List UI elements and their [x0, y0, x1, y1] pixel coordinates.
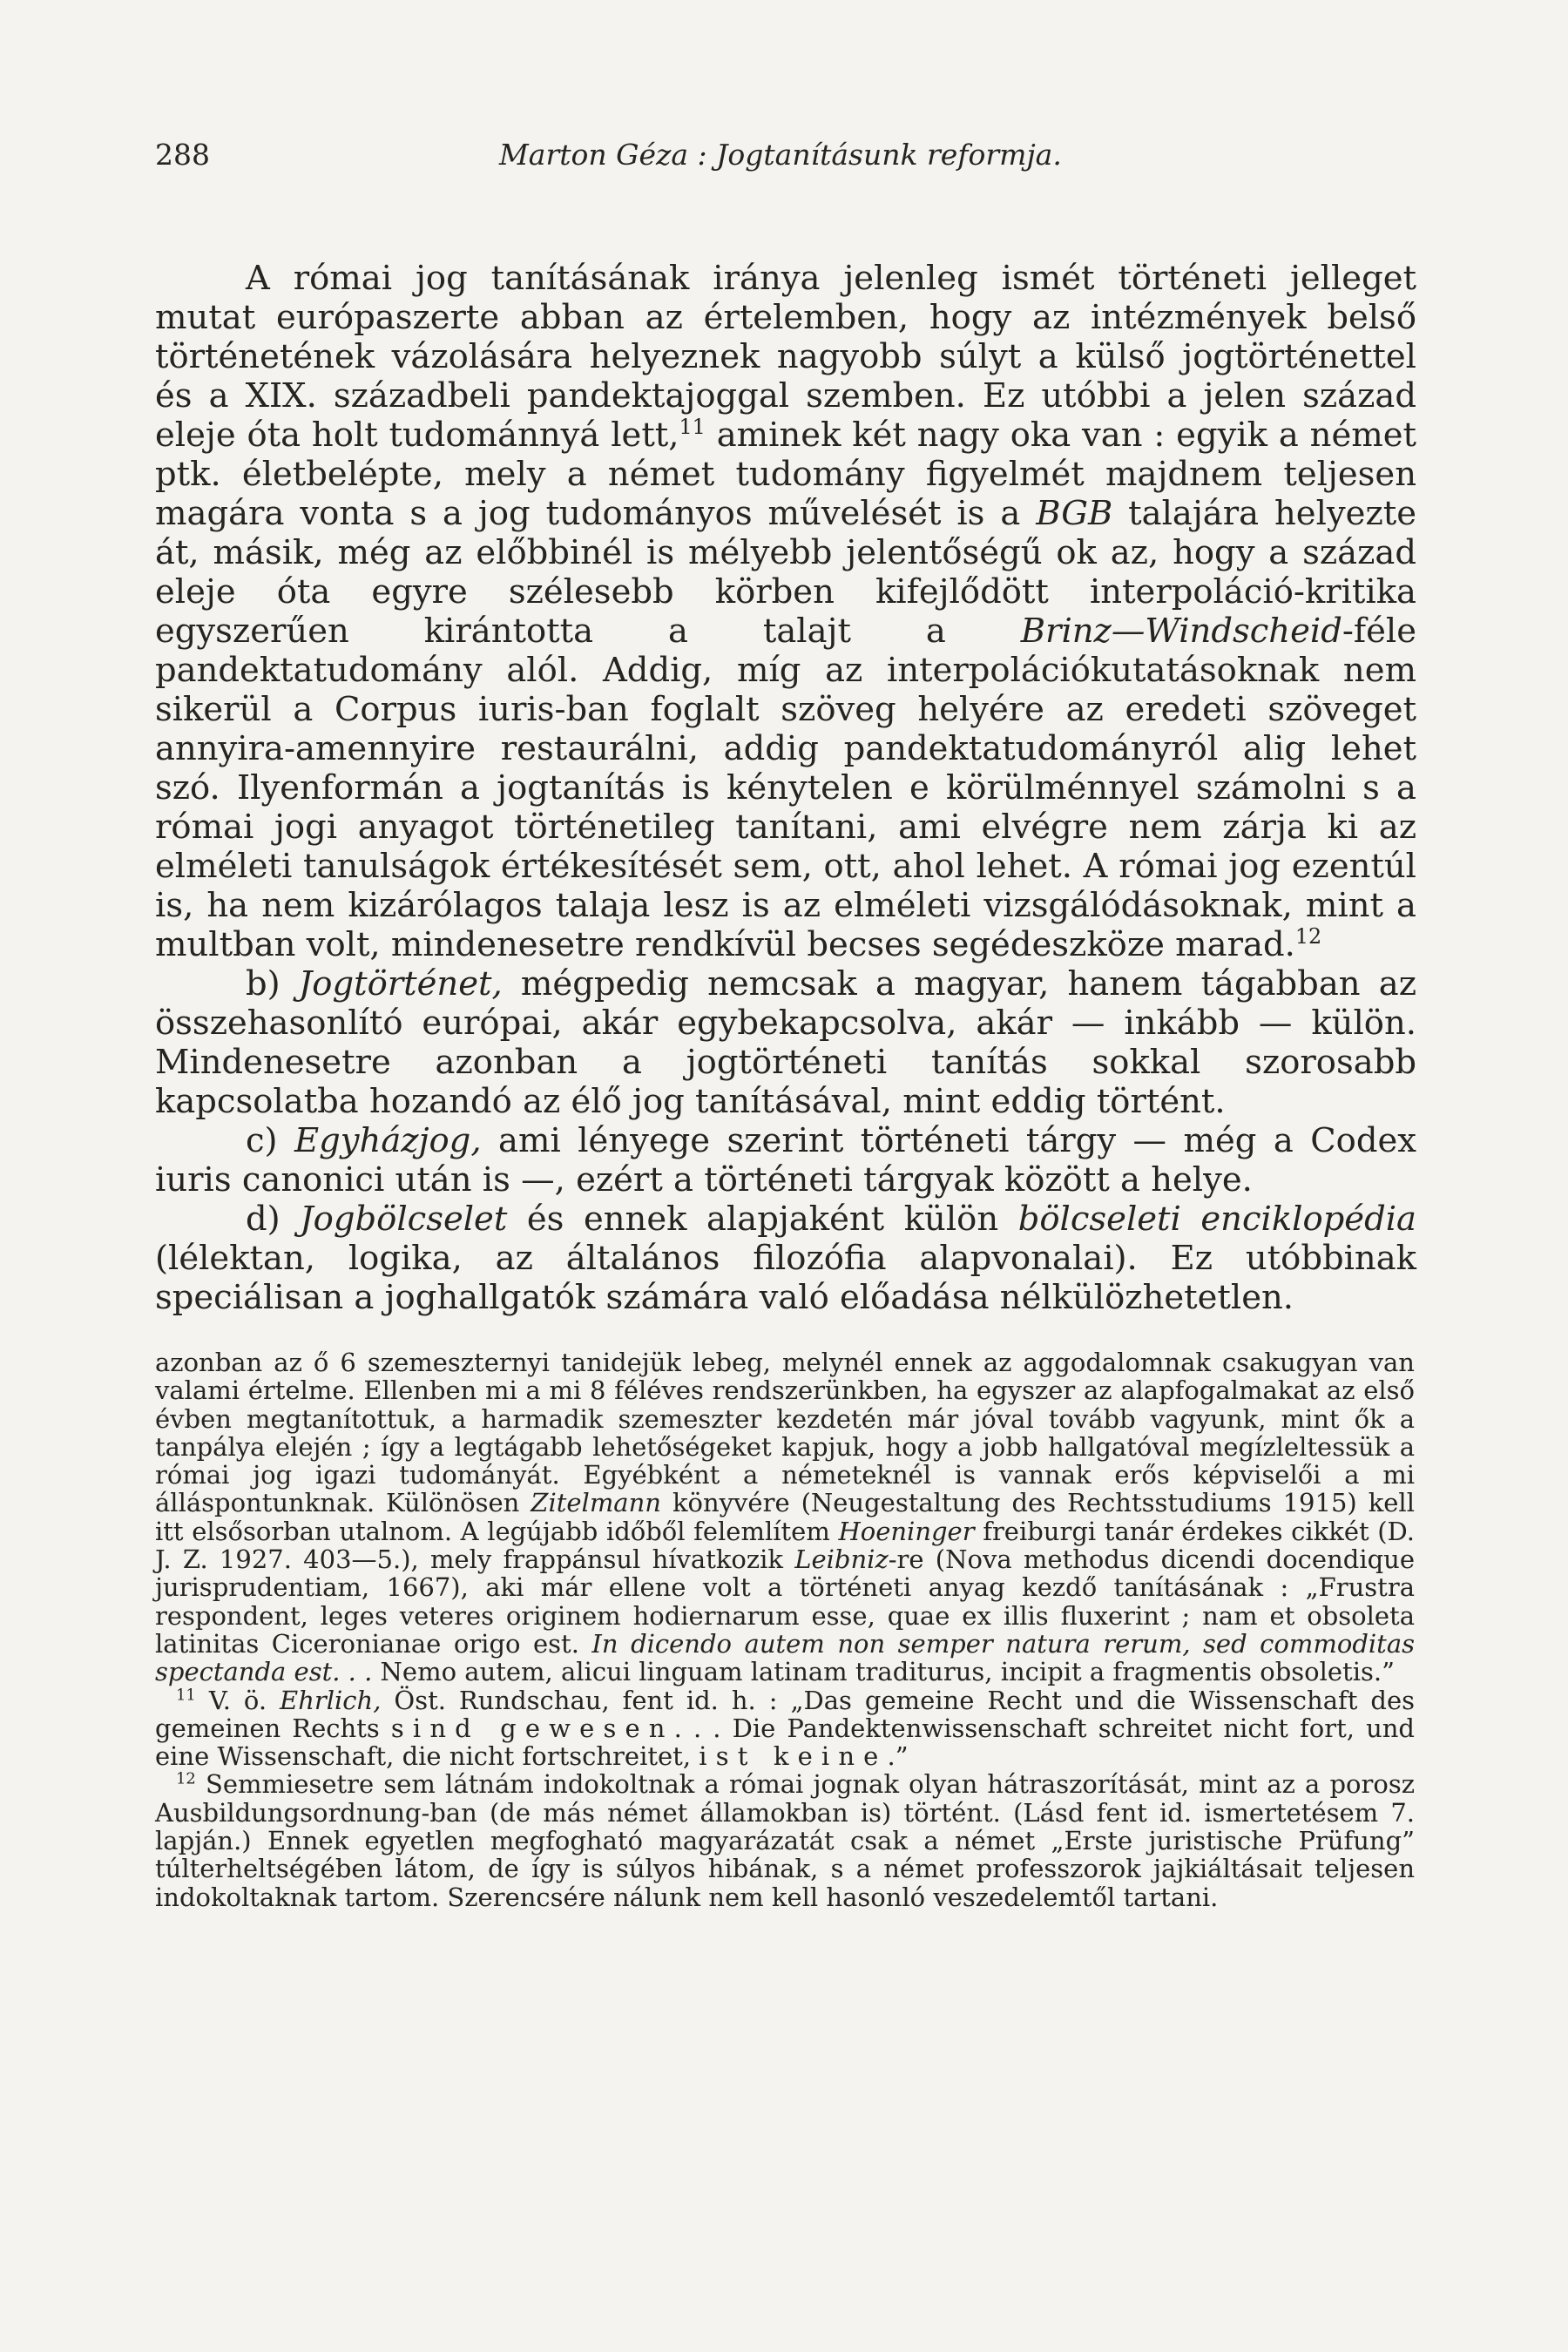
paragraph-canon-law: c) Egyházjog, ami lényege szerint történeti tárgy — még a Codex iuris canonici után is —, ezért a történeti tárgyak között a helye.: [155, 1121, 1417, 1200]
footnote-12: $^{12}$ Semmiesetre sem látnám indokoltnak a római jognak olyan hátraszorítását, mint az a porosz Ausbildungsordnung-ban (de más német államokban is) történt. (Lásd fent id. ismertetésem 7. lapján.) Ennek egyetlen megfogható magyarázatát csak a német „Erste juristische Prüfung” túlterheltségében látom, de így is súlyos hibának, s a német professzorok jajkiáltásait teljesen indokoltaknak tartom. Szerencsére nálunk nem kell hasonló veszedelemtől tartani.: [155, 1769, 1415, 1912]
footnote-ref-12: 12: [1294, 924, 1322, 950]
footnote-11: $^{11}$ V. ö. Ehrlich, Öst. Rundschau, fent id. h. : „Das gemeine Recht und die Wissenschaft des gemeinen Rechts sind gewesen. . . Die Pandektenwissenschaft schreitet nicht fort, und eine Wissenschaft, die nicht fortschreitet, ist keine.”: [155, 1685, 1415, 1772]
footnotes: [155, 1348, 1415, 1911]
paragraph-roman-law: A római jog tanításának iránya jelenleg ismét történeti jelleget mutat európaszerte abban az értelemben, hogy az intézmények belső történetének vázolására helyeznek nagyobb súlyt a külső jogtörténettel és a XIX. századbeli pandektajoggal szemben. Ez utóbbi a jelen század eleje óta holt tudománnyá lett,$^{11}$ aminek két nagy oka van : egyik a német ptk. életbelépte, mely a német tudomány figyelmét majdnem teljesen magára vonta s a jog tudományos művelését is a BGB talajára helyezte át, másik, még az előbbinél is mélyebb jelentőségű ok az, hogy a század eleje óta egyre szélesebb körben kifejlődött interpoláció-kritika egyszerűen kirántotta a talajt a Brinz—Windscheid-féle pandektatudomány alól. Addig, míg az interpolációkutatásoknak nem sikerül a Corpus iuris-ban foglalt szöveg helyére az eredeti szöveget annyira-amennyire restaurálni, addig pandektatudományról alig lehet szó. Ilyenformán a jogtanítás is kénytelen e körülménnyel számolni s a római jogi anyagot történetileg tanítani, ami elvégre nem zárja ki az elméleti tanulságok értékesítését sem, ott, ahol lehet. A római jog ezentúl is, ha nem kizárólagos talaja lesz is az elméleti vizsgálódásoknak, mint a multban volt, mindenesetre rendkívül becses segédeszköze marad.$^{12}$: [155, 259, 1416, 964]
main-text: [155, 259, 1416, 1317]
page-number: 288: [155, 138, 210, 172]
paragraph-legal-history: b) Jogtörténet, mégpedig nemcsak a magyar, hanem tágabban az összehasonlító európai, akár egybekapcsolva, akár — inkább — külön. Mindenesetre azonban a jogtörténeti tanítás sokkal szorosabb kapcsolatba hozandó az élő jog tanításával, mint eddig történt.: [155, 964, 1417, 1121]
running-title: Marton Géza : Jogtanításunk reformja.: [499, 138, 1062, 172]
footnote-continuation: azonban az ő 6 szemeszternyi tanidejük lebeg, melynél ennek az aggodalomnak csakugyan van valami értelme. Ellenben mi a mi 8 féléves rendszerünkben, ha egyszer az alapfogalmakat az első évben megtanítottuk, a harmadik szemeszter kezdetén már jóval tovább vagyunk, mint ők a tanpálya elején ; így a legtágabb lehetőségeket kapjuk, hogy a jobb hallgatóval megízleltessük a római jog igazi tudományát. Egyébként a németeknél is vannak erős képviselői a mi álláspontunknak. Különösen Zitelmann könyvére (Neugestaltung des Rechtsstudiums 1915) kell itt elsősorban utalnom. A legújabb időből felemlítem Hoeninger freiburgi tanár érdekes cikkét (D. J. Z. 1927. 403—5.), mely frappánsul hívatkozik Leibniz-re (Nova methodus dicendi docendique jurisprudentiam, 1667), aki már ellene volt a történeti anyag kezdő tanításának : „Frustra respondent, leges veteres originem hodiernarum esse, quae ex illis fluxerint ; nam et obsoleta latinitas Ciceronianae origo est. In dicendo autem non semper natura rerum, sed commoditas spectanda est. . . Nemo autem, alicui linguam latinam traditurus, incipit a fragmentis obsoletis.”: [155, 1348, 1415, 1687]
page-header: [155, 138, 1427, 181]
footnote-number-12: 12: [176, 1769, 196, 1788]
paragraph-legal-philosophy: d) Jogbölcselet és ennek alapjaként külön bölcseleti enciklopédia (lélektan, logika, az általános filozófia alapvonalai). Ez utóbbinak speciálisan a joghallgatók számára való előadása nélkülözhetetlen.: [155, 1200, 1417, 1317]
footnote-number-11: 11: [176, 1685, 196, 1704]
footnote-ref-11: 11: [679, 415, 706, 440]
